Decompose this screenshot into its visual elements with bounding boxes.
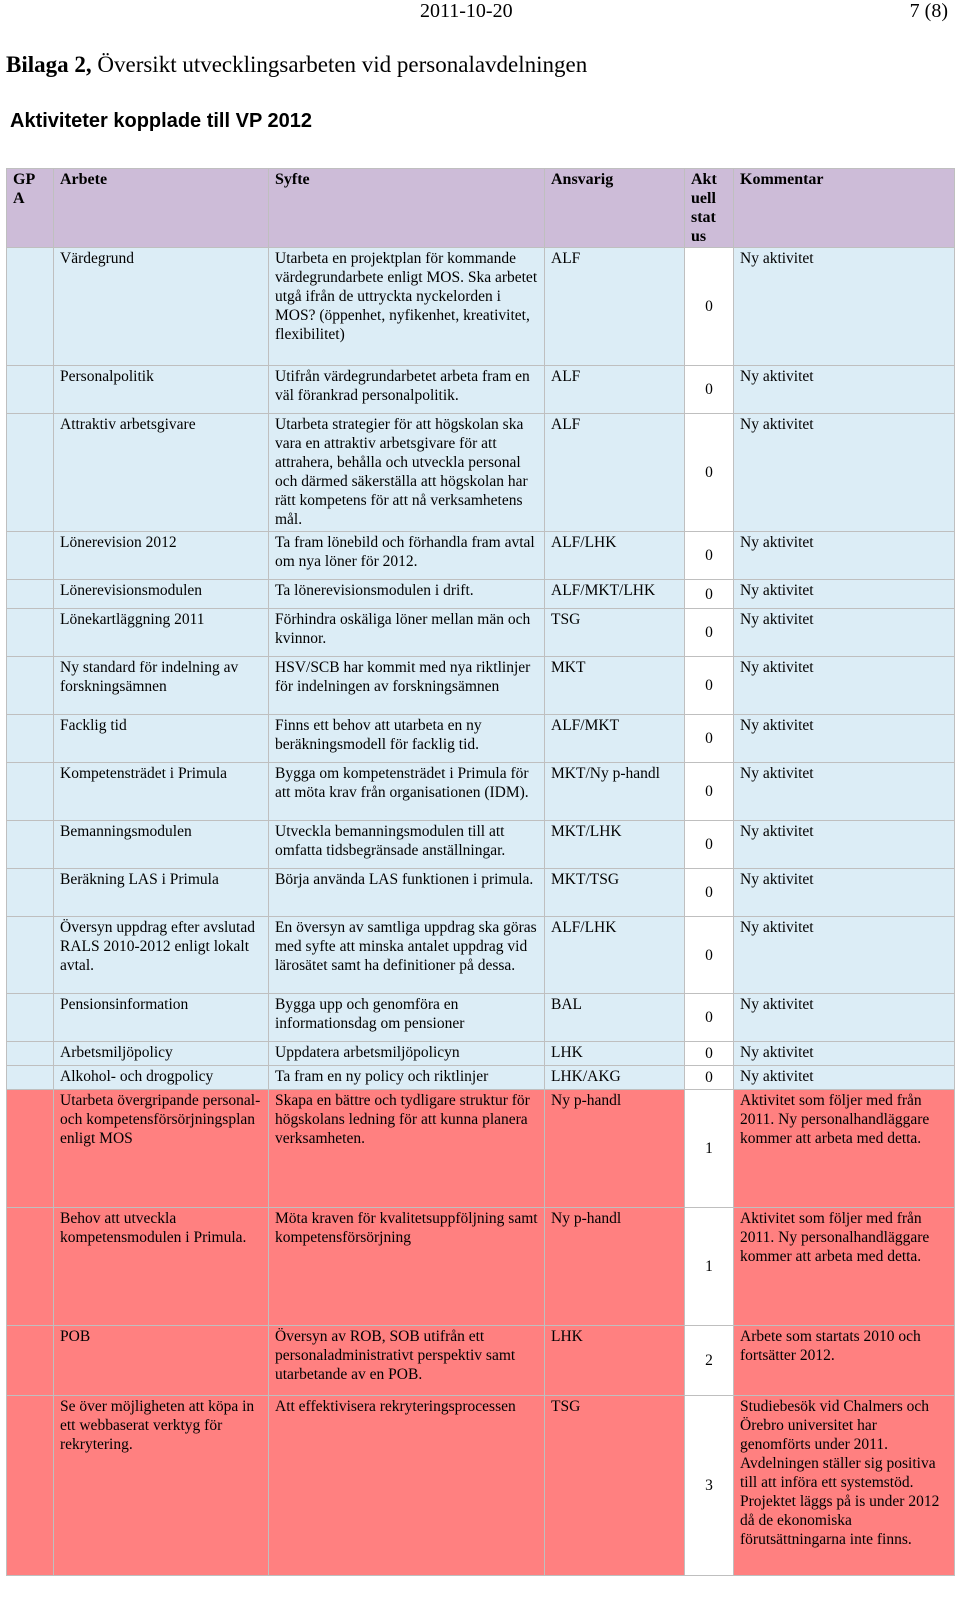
kommentar-cell: Ny aktivitet — [734, 715, 955, 763]
ansvarig-cell: ALF — [545, 248, 685, 366]
kommentar-cell: Ny aktivitet — [734, 532, 955, 580]
ansvarig-cell: TSG — [545, 609, 685, 657]
kommentar-cell: Ny aktivitet — [734, 821, 955, 869]
kommentar-cell: Ny aktivitet — [734, 1042, 955, 1066]
table-row — [7, 869, 955, 917]
arbete-cell: Lönekartläggning 2011 — [54, 609, 269, 657]
table-row — [7, 1396, 955, 1576]
status-cell: 0 — [685, 657, 734, 715]
status-cell: 0 — [685, 580, 734, 609]
kommentar-cell: Studiebesök vid Chalmers och Örebro universitet har genomförts under 2011. Avdelningen ställer sig positiva till att införa ett systemstöd. Projektet läggs på is under 2012 då de ekonomiska förutsättningarna inte finns. — [734, 1396, 955, 1576]
kommentar-cell: Arbete som startats 2010 och fortsätter 2012. — [734, 1326, 955, 1396]
table-row — [7, 917, 955, 994]
title-rest: Översikt utvecklingsarbeten vid personalavdelningen — [91, 52, 588, 77]
kommentar-cell: Ny aktivitet — [734, 414, 955, 532]
kommentar-cell: Aktivitet som följer med från 2011. Ny personalhandläggare kommer att arbeta med detta. — [734, 1208, 955, 1326]
gpa-cell — [7, 1326, 54, 1396]
table-row — [7, 657, 955, 715]
kommentar-cell: Ny aktivitet — [734, 580, 955, 609]
kommentar-cell: Ny aktivitet — [734, 609, 955, 657]
kommentar-cell: Ny aktivitet — [734, 917, 955, 994]
title-bold: Bilaga 2, — [6, 52, 92, 77]
arbete-cell: Värdegrund — [54, 248, 269, 366]
column-header-status: Akt uell stat us — [685, 169, 734, 248]
document-date: 2011-10-20 — [420, 0, 513, 22]
arbete-cell: Översyn uppdrag efter avslutad RALS 2010-2012 enligt lokalt avtal. — [54, 917, 269, 994]
syfte-cell: Översyn av ROB, SOB utifrån ett personaladministrativt perspektiv samt utarbetande av en POB. — [269, 1326, 545, 1396]
status-cell: 0 — [685, 532, 734, 580]
ansvarig-cell: LHK — [545, 1326, 685, 1396]
ansvarig-cell: MKT/LHK — [545, 821, 685, 869]
arbete-cell: Kompetensträdet i Primula — [54, 763, 269, 821]
table-row — [7, 248, 955, 366]
status-cell: 0 — [685, 869, 734, 917]
ansvarig-cell: ALF/MKT/LHK — [545, 580, 685, 609]
status-cell: 0 — [685, 609, 734, 657]
kommentar-cell: Ny aktivitet — [734, 763, 955, 821]
syfte-cell: Bygga om kompetensträdet i Primula för att möta krav från organisationen (IDM). — [269, 763, 545, 821]
kommentar-cell: Ny aktivitet — [734, 869, 955, 917]
gpa-cell — [7, 366, 54, 414]
gpa-cell — [7, 657, 54, 715]
status-cell: 0 — [685, 366, 734, 414]
arbete-cell: Beräkning LAS i Primula — [54, 869, 269, 917]
status-cell: 0 — [685, 715, 734, 763]
kommentar-cell: Aktivitet som följer med från 2011. Ny personalhandläggare kommer att arbeta med detta. — [734, 1090, 955, 1208]
ansvarig-cell: ALF/LHK — [545, 532, 685, 580]
status-cell: 0 — [685, 821, 734, 869]
arbete-cell: Se över möjligheten att köpa in ett webbaserat verktyg för rekrytering. — [54, 1396, 269, 1576]
arbete-cell: Lönerevision 2012 — [54, 532, 269, 580]
ansvarig-cell: LHK/AKG — [545, 1066, 685, 1090]
gpa-cell — [7, 1066, 54, 1090]
gpa-cell — [7, 763, 54, 821]
status-cell: 0 — [685, 917, 734, 994]
table-row — [7, 414, 955, 532]
ansvarig-cell: MKT/TSG — [545, 869, 685, 917]
table-header-row — [7, 169, 955, 248]
table-row — [7, 821, 955, 869]
ansvarig-cell: BAL — [545, 994, 685, 1042]
status-cell: 0 — [685, 994, 734, 1042]
arbete-cell: POB — [54, 1326, 269, 1396]
ansvarig-cell: ALF/MKT — [545, 715, 685, 763]
gpa-cell — [7, 580, 54, 609]
ansvarig-cell: ALF/LHK — [545, 917, 685, 994]
ansvarig-cell: ALF — [545, 414, 685, 532]
status-cell: 0 — [685, 248, 734, 366]
syfte-cell: Finns ett behov att utarbeta en ny beräkningsmodell för facklig tid. — [269, 715, 545, 763]
syfte-cell: Utveckla bemanningsmodulen till att omfatta tidsbegränsade anställningar. — [269, 821, 545, 869]
arbete-cell: Behov att utveckla kompetensmodulen i Primula. — [54, 1208, 269, 1326]
ansvarig-cell: Ny p-handl — [545, 1208, 685, 1326]
arbete-cell: Alkohol- och drogpolicy — [54, 1066, 269, 1090]
gpa-cell — [7, 994, 54, 1042]
arbete-cell: Lönerevisionsmodulen — [54, 580, 269, 609]
status-cell: 2 — [685, 1326, 734, 1396]
column-header-gpa: GP A — [7, 169, 54, 248]
column-header-kommentar: Kommentar — [734, 169, 955, 248]
ansvarig-cell: TSG — [545, 1396, 685, 1576]
syfte-cell: Börja använda LAS funktionen i primula. — [269, 869, 545, 917]
gpa-cell — [7, 532, 54, 580]
syfte-cell: Ta fram en ny policy och riktlinjer — [269, 1066, 545, 1090]
gpa-cell — [7, 248, 54, 366]
table-row — [7, 1090, 955, 1208]
syfte-cell: HSV/SCB har kommit med nya riktlinjer för indelningen av forskningsämnen — [269, 657, 545, 715]
column-header-arbete: Arbete — [54, 169, 269, 248]
gpa-cell — [7, 1396, 54, 1576]
syfte-cell: Uppdatera arbetsmiljöpolicyn — [269, 1042, 545, 1066]
status-cell: 1 — [685, 1208, 734, 1326]
ansvarig-cell: LHK — [545, 1042, 685, 1066]
gpa-cell — [7, 715, 54, 763]
status-cell: 0 — [685, 763, 734, 821]
arbete-cell: Utarbeta övergripande personal- och kompetensförsörjningsplan enligt MOS — [54, 1090, 269, 1208]
gpa-cell — [7, 917, 54, 994]
kommentar-cell: Ny aktivitet — [734, 366, 955, 414]
table-row — [7, 532, 955, 580]
syfte-cell: Ta fram lönebild och förhandla fram avtal om nya löner för 2012. — [269, 532, 545, 580]
kommentar-cell: Ny aktivitet — [734, 248, 955, 366]
table-row — [7, 1326, 955, 1396]
page-number: 7 (8) — [909, 0, 948, 22]
gpa-cell — [7, 869, 54, 917]
arbete-cell: Bemanningsmodulen — [54, 821, 269, 869]
ansvarig-cell: MKT — [545, 657, 685, 715]
kommentar-cell: Ny aktivitet — [734, 657, 955, 715]
status-cell: 0 — [685, 414, 734, 532]
table-row — [7, 580, 955, 609]
table-row — [7, 715, 955, 763]
ansvarig-cell: Ny p-handl — [545, 1090, 685, 1208]
syfte-cell: Möta kraven för kvalitetsuppföljning samt kompetensförsörjning — [269, 1208, 545, 1326]
ansvarig-cell: MKT/Ny p-handl — [545, 763, 685, 821]
ansvarig-cell: ALF — [545, 366, 685, 414]
arbete-cell: Personalpolitik — [54, 366, 269, 414]
table-row — [7, 1042, 955, 1066]
gpa-cell — [7, 414, 54, 532]
arbete-cell: Pensionsinformation — [54, 994, 269, 1042]
syfte-cell: Utifrån värdegrundarbetet arbeta fram en väl förankrad personalpolitik. — [269, 366, 545, 414]
table-row — [7, 994, 955, 1042]
gpa-cell — [7, 821, 54, 869]
arbete-cell: Ny standard för indelning av forskningsämnen — [54, 657, 269, 715]
table-row — [7, 609, 955, 657]
arbete-cell: Arbetsmiljöpolicy — [54, 1042, 269, 1066]
syfte-cell: Bygga upp och genomföra en informationsdag om pensioner — [269, 994, 545, 1042]
gpa-cell — [7, 1090, 54, 1208]
table-row — [7, 763, 955, 821]
table-row — [7, 1208, 955, 1326]
gpa-cell — [7, 1208, 54, 1326]
status-cell: 3 — [685, 1396, 734, 1576]
status-cell: 0 — [685, 1042, 734, 1066]
gpa-cell — [7, 1042, 54, 1066]
arbete-cell: Attraktiv arbetsgivare — [54, 414, 269, 532]
column-header-ansvarig: Ansvarig — [545, 169, 685, 248]
gpa-cell — [7, 609, 54, 657]
syfte-cell: Utarbeta strategier för att högskolan ska vara en attraktiv arbetsgivare för att attrahera, behålla och utveckla personal och därmed säkerställa att högskolan har rätt kompetens för att nå verksamhetens mål. — [269, 414, 545, 532]
syfte-cell: Att effektivisera rekryteringsprocessen — [269, 1396, 545, 1576]
table-row — [7, 1066, 955, 1090]
syfte-cell: Förhindra oskäliga löner mellan män och kvinnor. — [269, 609, 545, 657]
status-cell: 0 — [685, 1066, 734, 1090]
activities-table — [6, 168, 955, 1576]
table-row — [7, 366, 955, 414]
arbete-cell: Facklig tid — [54, 715, 269, 763]
page-title — [6, 52, 587, 78]
kommentar-cell: Ny aktivitet — [734, 1066, 955, 1090]
syfte-cell: En översyn av samtliga uppdrag ska göras med syfte att minska antalet uppdrag vid lärosätet samt ha definitioner på dessa. — [269, 917, 545, 994]
section-heading: Aktiviteter kopplade till VP 2012 — [10, 110, 312, 132]
status-cell: 1 — [685, 1090, 734, 1208]
syfte-cell: Ta lönerevisionsmodulen i drift. — [269, 580, 545, 609]
syfte-cell: Skapa en bättre och tydligare struktur för högskolans ledning för att kunna planera verksamheten. — [269, 1090, 545, 1208]
syfte-cell: Utarbeta en projektplan för kommande värdegrundarbete enligt MOS. Ska arbetet utgå ifrån de uttryckta nyckelorden i MOS? (öppenhet, nyfikenhet, kreativitet, flexibilitet) — [269, 248, 545, 366]
kommentar-cell: Ny aktivitet — [734, 994, 955, 1042]
column-header-syfte: Syfte — [269, 169, 545, 248]
